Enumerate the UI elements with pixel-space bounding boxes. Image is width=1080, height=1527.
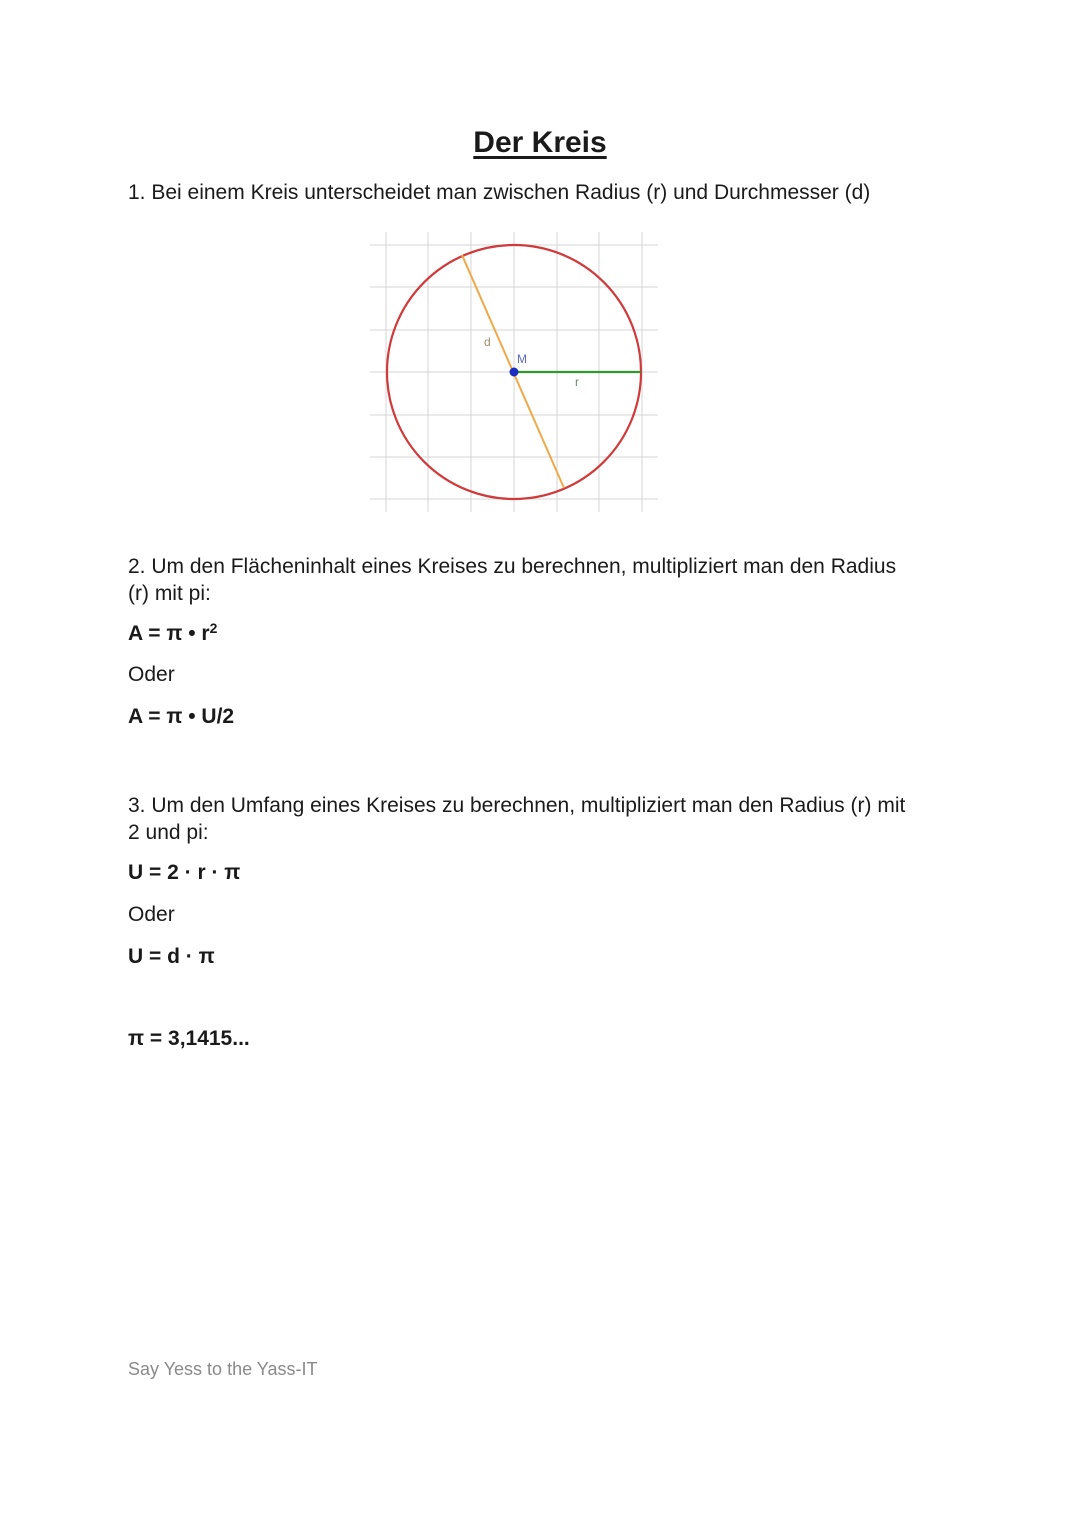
center-point xyxy=(510,368,519,377)
center-label: M xyxy=(517,352,527,366)
pi-value: π = 3,1415... xyxy=(128,1027,250,1050)
circle-diagram xyxy=(368,230,660,514)
footer-text: Say Yess to the Yass-IT xyxy=(128,1359,318,1379)
area-formula-radius-main: A = π • r xyxy=(128,622,210,645)
section-3-oder: Oder xyxy=(128,903,175,926)
section-2-text-line-1: 2. Um den Flächeninhalt eines Kreises zu berechnen, multipliziert man den Radius xyxy=(128,555,897,578)
section-3-text-line-2: 2 und pi: xyxy=(128,821,209,844)
section-1-text: 1. Bei einem Kreis unterscheidet man zwischen Radius (r) und Durchmesser (d) xyxy=(128,181,871,204)
section-2-text-line-2: (r) mit pi: xyxy=(128,582,211,605)
circumference-formula-radius: U = 2 · r · π xyxy=(128,861,241,884)
area-formula-radius xyxy=(128,622,217,646)
section-3-text-line-1: 3. Um den Umfang eines Kreises zu berechnen, multipliziert man den Radius (r) mit xyxy=(128,794,906,817)
diameter-label: d xyxy=(484,335,491,349)
radius-label: r xyxy=(575,375,579,389)
circle-figure xyxy=(368,230,660,514)
circumference-formula-diameter: U = d · π xyxy=(128,945,215,968)
section-2-oder: Oder xyxy=(128,663,175,686)
area-formula-exponent: 2 xyxy=(209,620,218,636)
page-title: Der Kreis xyxy=(473,126,607,159)
area-formula-circumference: A = π • U/2 xyxy=(128,705,235,728)
